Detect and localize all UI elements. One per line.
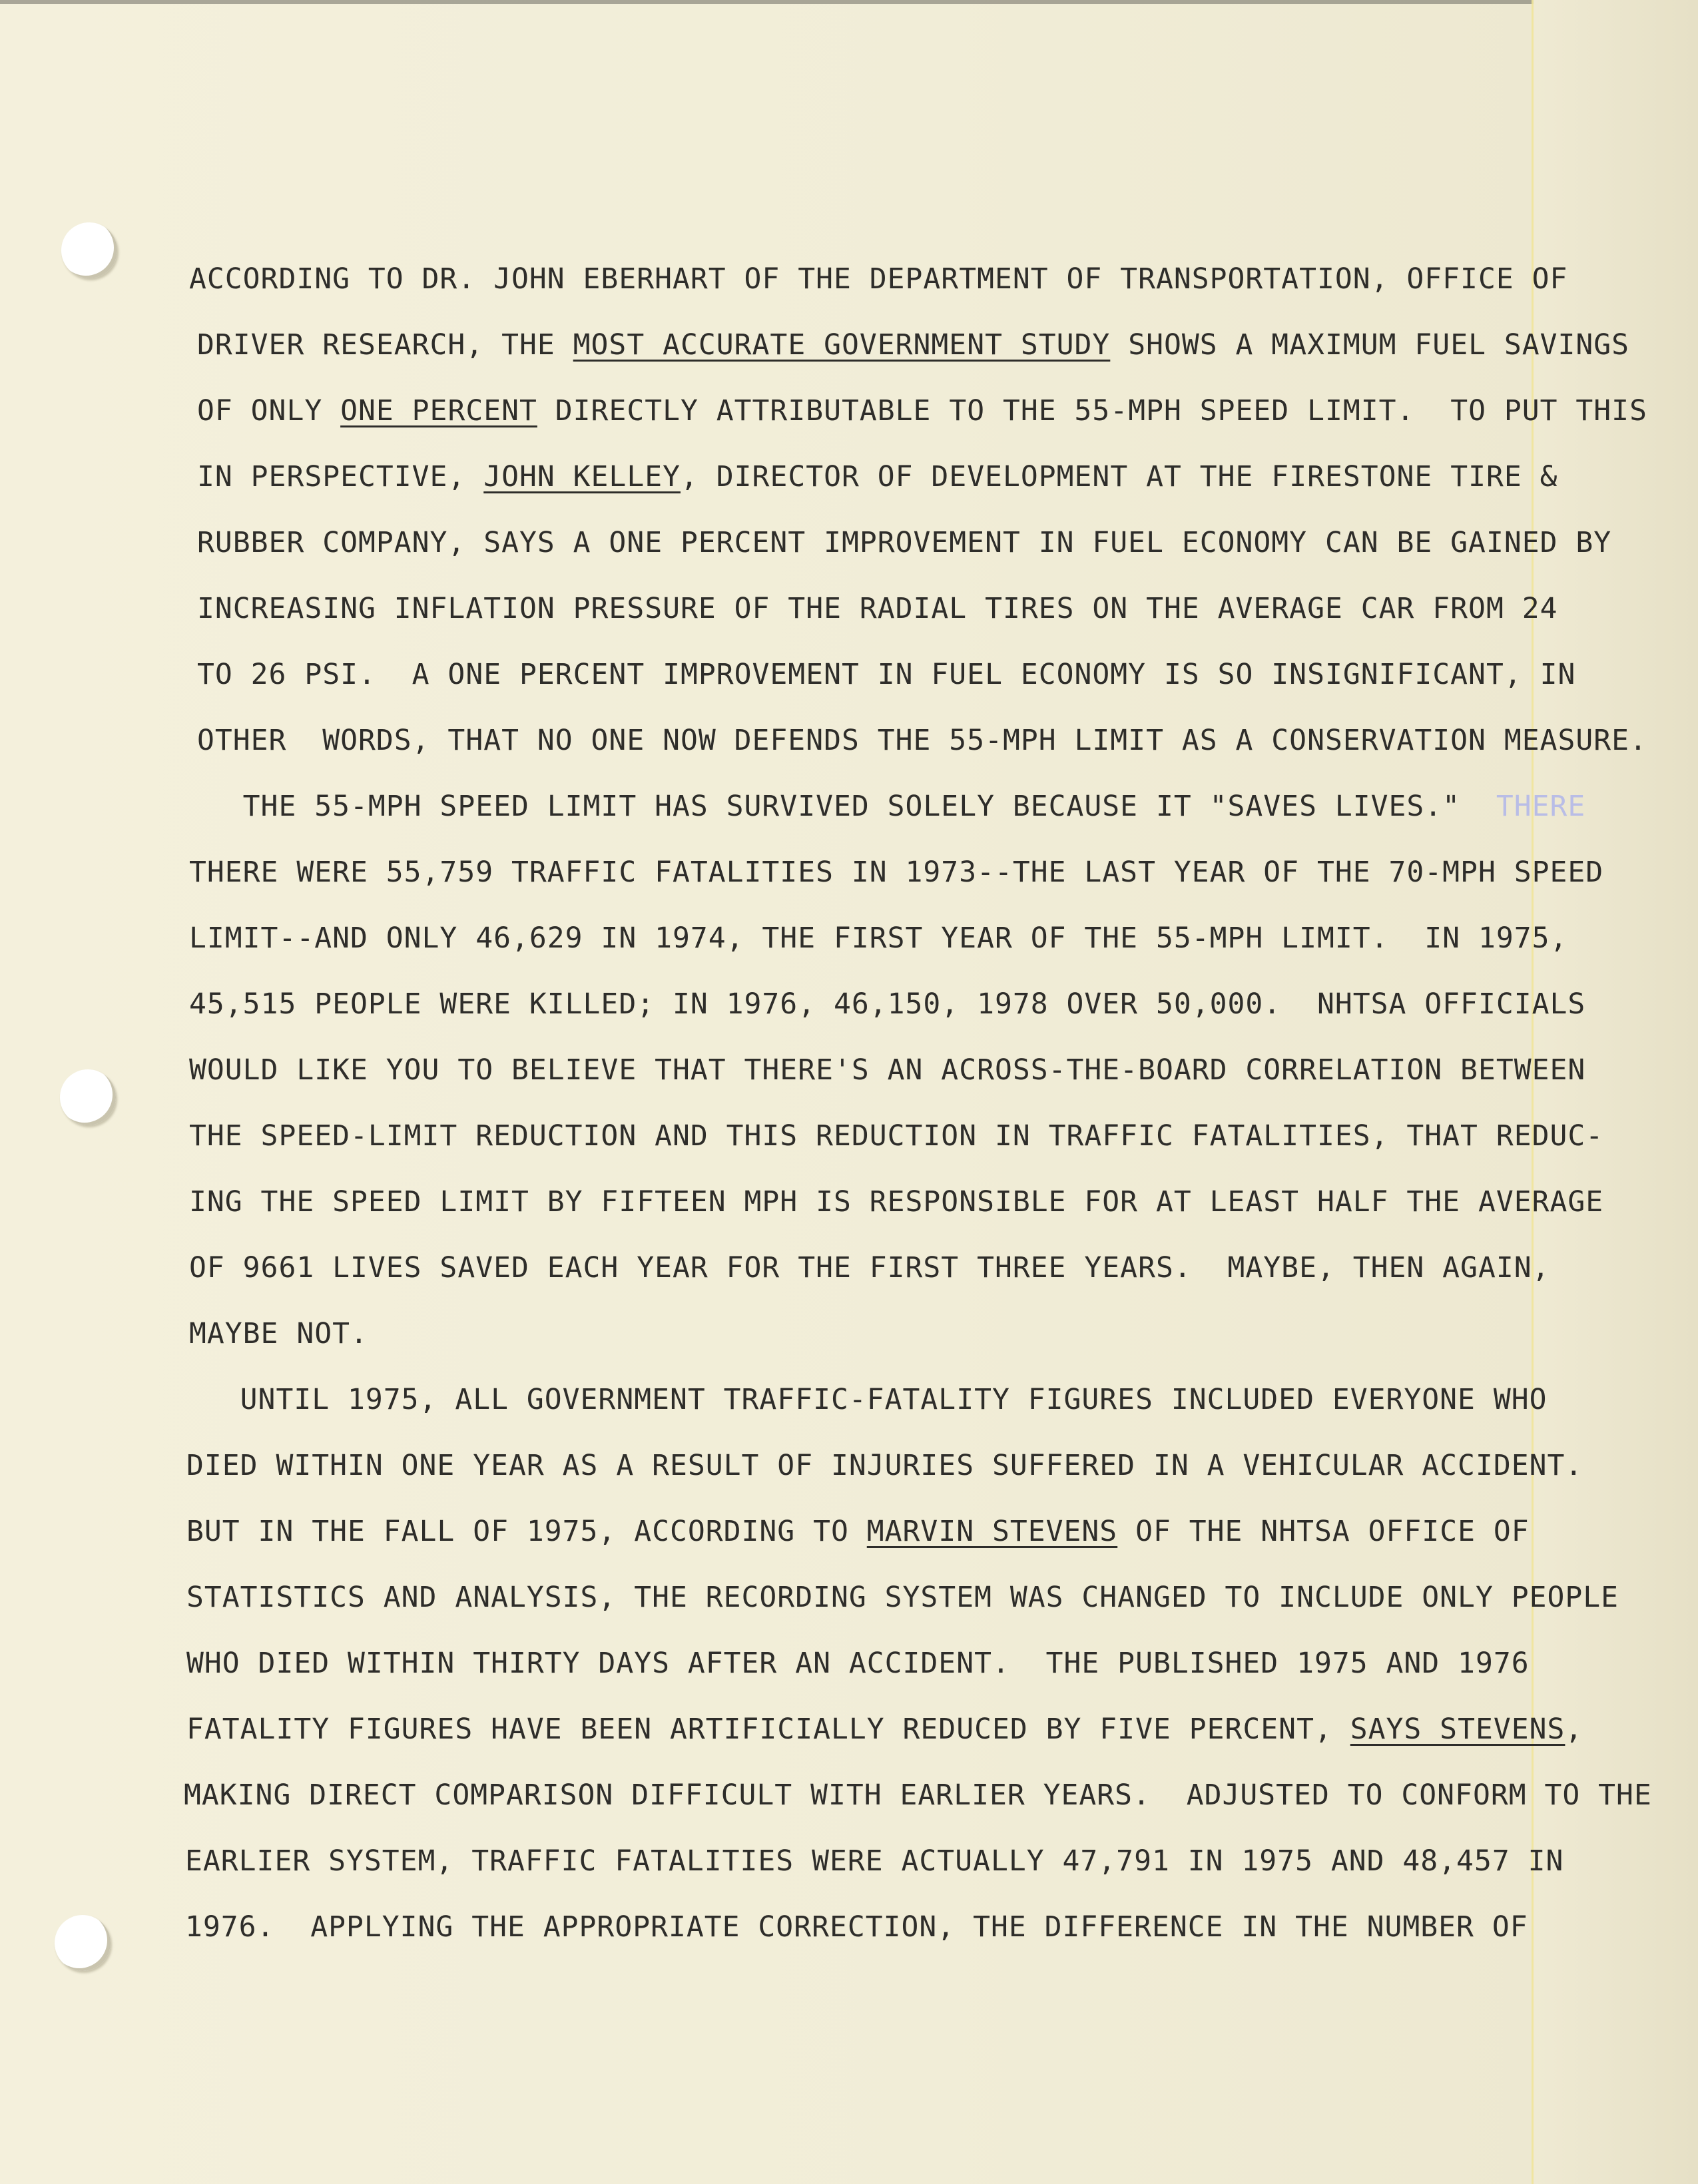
text-line: [186, 1433, 1583, 1499]
text-run: ,: [1565, 1713, 1583, 1746]
text-line: [189, 840, 1604, 906]
text-line: [186, 1499, 1554, 1565]
text-run: THERE WERE 55,759 TRAFFIC FATALITIES IN 1973--THE LAST YEAR OF THE 70-MPH SPEED: [189, 856, 1604, 889]
text-line: [197, 312, 1630, 378]
text-line: [186, 1697, 1583, 1763]
text-line: [186, 1565, 1619, 1631]
underlined-text: JOHN KELLEY: [483, 460, 681, 493]
text-line: [189, 1169, 1604, 1235]
text-run: TO 26 PSI. A ONE PERCENT IMPROVEMENT IN FUEL ECONOMY IS SO INSIGNIFICANT, IN: [197, 658, 1576, 691]
text-line: [189, 971, 1586, 1037]
text-run: FATALITY FIGURES HAVE BEEN ARTIFICIALLY REDUCED BY FIVE PERCENT,: [186, 1713, 1350, 1746]
text-line: [185, 1828, 1564, 1894]
text-run: 1976. APPLYING THE APPROPRIATE CORRECTION, THE DIFFERENCE IN THE NUMBER OF: [185, 1910, 1528, 1944]
text-line: [186, 1367, 1554, 1433]
text-run: LIMIT--AND ONLY 46,629 IN 1974, THE FIRST YEAR OF THE 55-MPH LIMIT. IN 1975,: [189, 922, 1568, 955]
text-run: OTHER WORDS, THAT NO ONE NOW DEFENDS THE 55-MPH LIMIT AS A CONSERVATION MEASURE.: [197, 724, 1647, 757]
text-line: [189, 1037, 1586, 1103]
text-run: RUBBER COMPANY, SAYS A ONE PERCENT IMPROVEMENT IN FUEL ECONOMY CAN BE GAINED BY: [197, 526, 1612, 559]
punch-hole-bottom: [55, 1915, 111, 1971]
text-line: [197, 642, 1576, 708]
underlined-text: MOST ACCURATE GOVERNMENT STUDY: [573, 328, 1111, 362]
text-run: WOULD LIKE YOU TO BELIEVE THAT THERE'S AN ACROSS-THE-BOARD CORRELATION BETWEEN: [189, 1053, 1586, 1087]
text-run: ING THE SPEED LIMIT BY FIFTEEN MPH IS RESPONSIBLE FOR AT LEAST HALF THE AVERAGE: [189, 1185, 1604, 1219]
text-line: [197, 576, 1558, 642]
underlined-text: SAYS STEVENS: [1350, 1713, 1565, 1746]
text-line: [197, 444, 1558, 510]
typed-text-body: [184, 246, 1652, 1960]
text-run: ACCORDING TO DR. JOHN EBERHART OF THE DEPARTMENT OF TRANSPORTATION, OFFICE OF: [189, 262, 1568, 296]
text-run: 45,515 PEOPLE WERE KILLED; IN 1976, 46,150, 1978 OVER 50,000. NHTSA OFFICIALS: [189, 987, 1586, 1021]
text-line: [197, 378, 1647, 444]
text-line: [184, 1763, 1652, 1828]
text-run: OF 9661 LIVES SAVED EACH YEAR FOR THE FIRST THREE YEARS. MAYBE, THEN AGAIN,: [189, 1251, 1550, 1284]
text-line: [185, 1894, 1554, 1960]
text-line: [189, 1103, 1604, 1169]
text-run: MAYBE NOT.: [189, 1317, 368, 1350]
page-top-edge: [0, 0, 1698, 4]
text-run: DIRECTLY ATTRIBUTABLE TO THE 55-MPH SPEED LIMIT. TO PUT THIS: [537, 394, 1647, 427]
punch-hole-top: [61, 222, 117, 278]
text-run: , DIRECTOR OF DEVELOPMENT AT THE FIRESTONE TIRE &: [681, 460, 1558, 493]
text-line: [189, 1235, 1554, 1301]
text-run: DRIVER RESEARCH, THE: [197, 328, 573, 362]
text-line: [189, 1301, 1554, 1367]
text-line: [189, 246, 1568, 312]
text-run: MAKING DIRECT COMPARISON DIFFICULT WITH EARLIER YEARS. ADJUSTED TO CONFORM TO THE: [184, 1778, 1652, 1812]
text-run: OF THE NHTSA OFFICE OF: [1117, 1515, 1530, 1548]
text-run: DIED WITHIN ONE YEAR AS A RESULT OF INJURIES SUFFERED IN A VEHICULAR ACCIDENT.: [186, 1449, 1583, 1482]
text-run: SHOWS A MAXIMUM FUEL SAVINGS: [1110, 328, 1630, 362]
text-run: THE 55-MPH SPEED LIMIT HAS SURVIVED SOLELY BECAUSE IT "SAVES LIVES.": [189, 790, 1496, 823]
text-run: WHO DIED WITHIN THIRTY DAYS AFTER AN ACCIDENT. THE PUBLISHED 1975 AND 1976: [186, 1647, 1530, 1680]
text-run: UNTIL 1975, ALL GOVERNMENT TRAFFIC-FATALITY FIGURES INCLUDED EVERYONE WHO: [186, 1383, 1548, 1416]
text-run: EARLIER SYSTEM, TRAFFIC FATALITIES WERE ACTUALLY 47,791 IN 1975 AND 48,457 IN: [185, 1844, 1564, 1878]
text-line: [186, 1631, 1554, 1697]
punch-hole-middle: [60, 1069, 116, 1125]
text-line: [197, 510, 1612, 576]
text-run: INCREASING INFLATION PRESSURE OF THE RADIAL TIRES ON THE AVERAGE CAR FROM 24: [197, 592, 1558, 625]
text-run: BUT IN THE FALL OF 1975, ACCORDING TO: [186, 1515, 867, 1548]
underlined-text: MARVIN STEVENS: [866, 1515, 1118, 1548]
text-line: [189, 774, 1586, 840]
text-run: THE SPEED-LIMIT REDUCTION AND THIS REDUCTION IN TRAFFIC FATALITIES, THAT REDUC-: [189, 1119, 1604, 1153]
text-run: OF ONLY: [197, 394, 341, 427]
text-line: [197, 708, 1647, 774]
faint-correction-text: THERE: [1496, 790, 1586, 823]
text-line: [189, 906, 1568, 971]
text-run: STATISTICS AND ANALYSIS, THE RECORDING SYSTEM WAS CHANGED TO INCLUDE ONLY PEOPLE: [186, 1581, 1619, 1614]
underlined-text: ONE PERCENT: [340, 394, 537, 427]
text-run: IN PERSPECTIVE,: [197, 460, 484, 493]
